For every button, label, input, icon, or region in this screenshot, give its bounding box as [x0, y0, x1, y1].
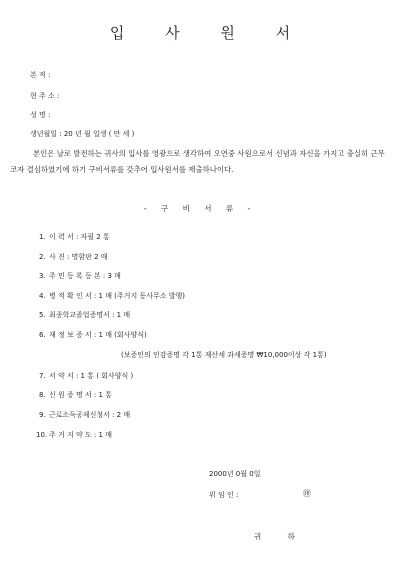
item-text: 재 정 보 증 서 : 1 매 (회사양식) — [49, 331, 147, 339]
list-item — [39, 410, 130, 420]
item-text: 서 약 서 : 1 통 ( 회사양식 ) — [49, 372, 134, 380]
item-number: 10. — [36, 431, 48, 439]
item-text: 근로소득공제신청서 : 2 매 — [49, 411, 131, 419]
field-birthdate: 생년월일 : 20 년 월 일생 ( 만 세 ) — [30, 130, 135, 138]
list-item — [39, 330, 147, 340]
item-number: 8. — [39, 391, 46, 399]
list-item — [39, 291, 185, 301]
item-text: 주 민 등 록 등 본 : 3 매 — [49, 272, 121, 280]
item-number: 2. — [39, 253, 46, 261]
list-item — [39, 232, 110, 242]
declaration-text: 본인은 날로 발전하는 귀사의 입사를 영광으로 생각하여 오연중 사원으로서 신념과 자신을 가지고 충실히 근무코자 결심하였기에 하기 구비서류를 갖추어 입사원서를 제출하나이다. — [10, 149, 385, 174]
item-number: 1. — [39, 233, 46, 241]
item-number: 4. — [39, 292, 46, 300]
item-text: 최종학교졸업증명서 : 1 매 — [49, 311, 131, 319]
list-item — [39, 310, 130, 320]
list-item — [36, 430, 112, 440]
delegate-label: 위 임 인 : — [209, 491, 239, 499]
item-text: 사 진 : 명함판 2 매 — [49, 253, 108, 261]
application-date: 2000년 0월 0일 — [209, 470, 261, 478]
item-text: 주 거 지 약 도 : 1 매 — [49, 431, 112, 439]
item-number: 9. — [39, 411, 46, 419]
seal-mark: ㊞ — [303, 489, 311, 498]
field-name: 성 명 : — [30, 111, 51, 119]
recipient-label: 귀 하 — [254, 532, 307, 541]
list-item — [39, 371, 133, 381]
list-item — [39, 252, 108, 262]
item-text: 신 원 증 명 서 : 1 통 — [49, 391, 112, 399]
item-text: 이 력 서 : 자필 2 통 — [49, 233, 110, 241]
list-item — [39, 390, 112, 400]
item-number: 5. — [39, 311, 46, 319]
item-number: 7. — [39, 372, 46, 380]
item-text: 병 적 확 인 서 : 1 매 (주거지 동사무소 발행) — [49, 292, 185, 300]
guarantor-note: (보증인의 인감증명 각 1통 재산세 과세증명 ₩10,000이상 각 1통) — [121, 351, 327, 359]
field-domicile: 본 적 : — [30, 71, 51, 79]
document-title: 입 사 원 서 — [109, 24, 309, 42]
item-number: 6. — [39, 331, 46, 339]
required-documents-heading: - 구 비 서 류 - — [143, 204, 257, 213]
item-number: 3. — [39, 272, 46, 280]
list-item — [39, 271, 121, 281]
field-address: 현 주 소 : — [30, 92, 60, 100]
